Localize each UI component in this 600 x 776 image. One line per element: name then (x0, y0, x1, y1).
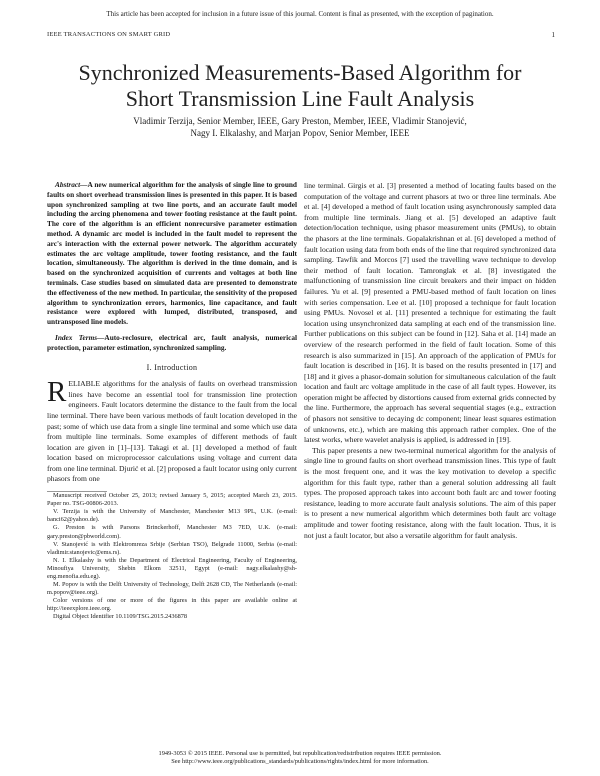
index-terms-label: Index Terms— (55, 332, 105, 342)
author-list (40, 115, 560, 139)
footer-line-2: See http://www.ieee.org/publications_standards/publications/rights/index.html for more information. (171, 758, 429, 765)
body-paragraph: This paper presents a new two-terminal numerical algorithm for the analysis of single line to ground faults on short overhead transmission lines. This type of fault is the most frequent one, and it was the key motivation to develop a specific algorithm for this fault type, rather than a general solution addressing all fault types. The proposed approach takes into account both fault arc and tower footing resistance, leading to more accurate fault analysis solutions. The aim of this paper is to present a new numerical algorithm which determines both fault arc voltage amplitude and tower footing resistance, along with the fault location. Thus, it is not just a fault locator, but also a versatile algorithm for fault analysis. (304, 445, 556, 540)
footnote: V. Terzija is with the University of Manchester, Manchester M13 9PL, U.K. (e-mail: banci62@yahoo.de). (47, 508, 297, 524)
footnote: M. Popov is with the Delft University of Technology, Delft 2628 CD, The Netherlands (e-mail: m.popov@ieee.org). (47, 581, 297, 597)
body-paragraph: line terminal. Girgis et al. [3] presented a method of locating faults based on the computation of the voltage and current phasors at two or three line terminals. Abe et al. [4] developed a method of fault location using asynchronously sampled data from multiple line terminals. Jiang et al. [5] developed an adaptive fault detection/location technique, using phasor measurement units (PMUs), to obtain the phasors at the line terminals. Gopalakrishnan et al. [6] developed a method of fault location using data from both ends of the line that required synchronized data sampling. Tawfik and Morcos [7] used the travelling wave technique to develop their method of fault location. Tamronglak et al. [8] investigated the malfunctioning of transmission line circuit breakers and their impact on hidden failures. Yu et al. [9] presented a PMU-based method of fault location on lines with series compensation. Lee et al. [10] proposed a technique for fault location using PMUs. Novosel et al. [11] presented a technique for estimating the fault location using unsynchronized data sampling at each end of the transmission line. Further publications on this subject can be found in [12]. Saha et al. [14] made an overview of the research performed in the field of fault location. Some of this research is also summarized in [15]. An approach of the application of PMUs for fault location is described in [16]. It is based on the results presented in [17] and [18] and it gives a phasor-domain solution for simultaneous calculation of the fault location and fault arc voltage amplitude in the case of all fault types. However, its operation might be affected by distortions caused from external grids connected by the line. Furthermore, the approach has several sequential stages (e.g., extraction of phasors not sensitive to decaying dc component; linear least squares estimation of unknowns, etc.), which are making this approach rather complex. One of the latest works, where wavelet analysis is applied, is addressed in [19]. (304, 181, 556, 445)
intro-text: ELIABLE algorithms for the analysis of faults on overhead transmission lines have become an essential tool for transmission line protection engineers. Fault locators determine the distance to the fault from the local line terminal. There have been various methods of fault location developed in the past; some of which use data from a single line terminal and some which use data from multiple line terminals. Some examples of different methods of fault location are given in [1]–[13]. Takagi et al. [1] developed a method of fault location based on microprocessor calculations using voltage and current data from one line terminal. Djurić et al. [2] proposed a fault locator using only current phasors from one (47, 379, 297, 484)
index-terms (47, 333, 297, 353)
abstract-text: A new numerical algorithm for the analysis of single line to ground faults on short overhead transmission lines is presented in this paper. It is based upon synchronized sampling at two line ports, and an accurate fault model including the arcing phenomena and tower footing resistance at the fault point. The core of the algorithm is an efficient nonrecursive parameter estimation method. A dynamic arc model is included in the fault model to represent the arc's interaction with the external power network. The algorithm accurately estimates the arc voltage amplitude, tower footing resistance, and the fault location, simultaneously. The algorithm is derived in the time domain, and is based on the synchronized acquisition of currents and voltages at both line terminals. Case studies based on simulated data are presented to demonstrate the effectiveness of the new method. In particular, the sensitivity of the proposed algorithm to synchronization errors, harmonics, line capacitance, and fault resistance were explored with lumped, distributed, transposed, and untransposed line models. (47, 180, 297, 327)
footnote: V. Stanojević is with Elektromreza Srbije (Serbian TSO), Belgrade 11000, Serbia (e-mail: vladimir.stanojevic@ems.rs). (47, 540, 297, 556)
acceptance-notice: This article has been accepted for inclusion in a future issue of this journal. Content is final as presented, with the exception of pagination. (106, 10, 494, 18)
footnote: Manuscript received October 25, 2013; revised January 5, 2015; accepted March 23, 2015. Paper no. TSG-00806-2013. (47, 492, 297, 508)
footnote: N. I. Elkalashy is with the Department of Electrical Engineering, Faculty of Engineering, Minoufiya University, Shebin Elkom 32511, Egypt (e-mail: nagy.elkalashy@sh-eng.menofia.edu.eg). (47, 556, 297, 581)
footer-line-1: 1949-3053 © 2015 IEEE. Personal use is permitted, but republication/redistribution requires IEEE permission. (158, 750, 442, 757)
authors-line-1: Vladimir Terzija, Senior Member, IEEE, Gary Preston, Member, IEEE, Vladimir Stanojević, (133, 116, 467, 126)
copyright-footer (0, 750, 600, 766)
section-heading: I. Introduction (146, 362, 198, 372)
drop-cap: R (47, 376, 67, 409)
abstract-label: Abstract— (55, 180, 88, 189)
abstract (47, 180, 297, 327)
left-column (47, 180, 297, 622)
footnotes (47, 492, 297, 622)
page-number: 1 (551, 31, 555, 39)
running-head: IEEE TRANSACTIONS ON SMART GRID (47, 31, 171, 38)
footnote: Color versions of one or more of the figures in this paper are available online at http://ieeexplore.ieee.org. (47, 597, 297, 613)
intro-paragraph (47, 376, 297, 485)
index-terms-text: Auto-reclosure, electrical arc, fault analysis, numerical protection, parameter estimation, synchronized sampling. (47, 332, 298, 352)
paper-title (30, 60, 570, 112)
title-line-2: Short Transmission Line Fault Analysis (125, 86, 475, 111)
right-column (304, 181, 556, 541)
footnote: G. Preston is with Parsons Brinckerhoff, Manchester M3 7ED, U.K. (e-mail: gary.preston@pbworld.com). (47, 524, 297, 540)
title-line-1: Synchronized Measurements-Based Algorithm for (78, 60, 522, 85)
footnote: Digital Object Identifier 10.1109/TSG.2015.2436878 (53, 613, 188, 621)
authors-line-2: Nagy I. Elkalashy, and Marjan Popov, Senior Member, IEEE (190, 128, 410, 138)
